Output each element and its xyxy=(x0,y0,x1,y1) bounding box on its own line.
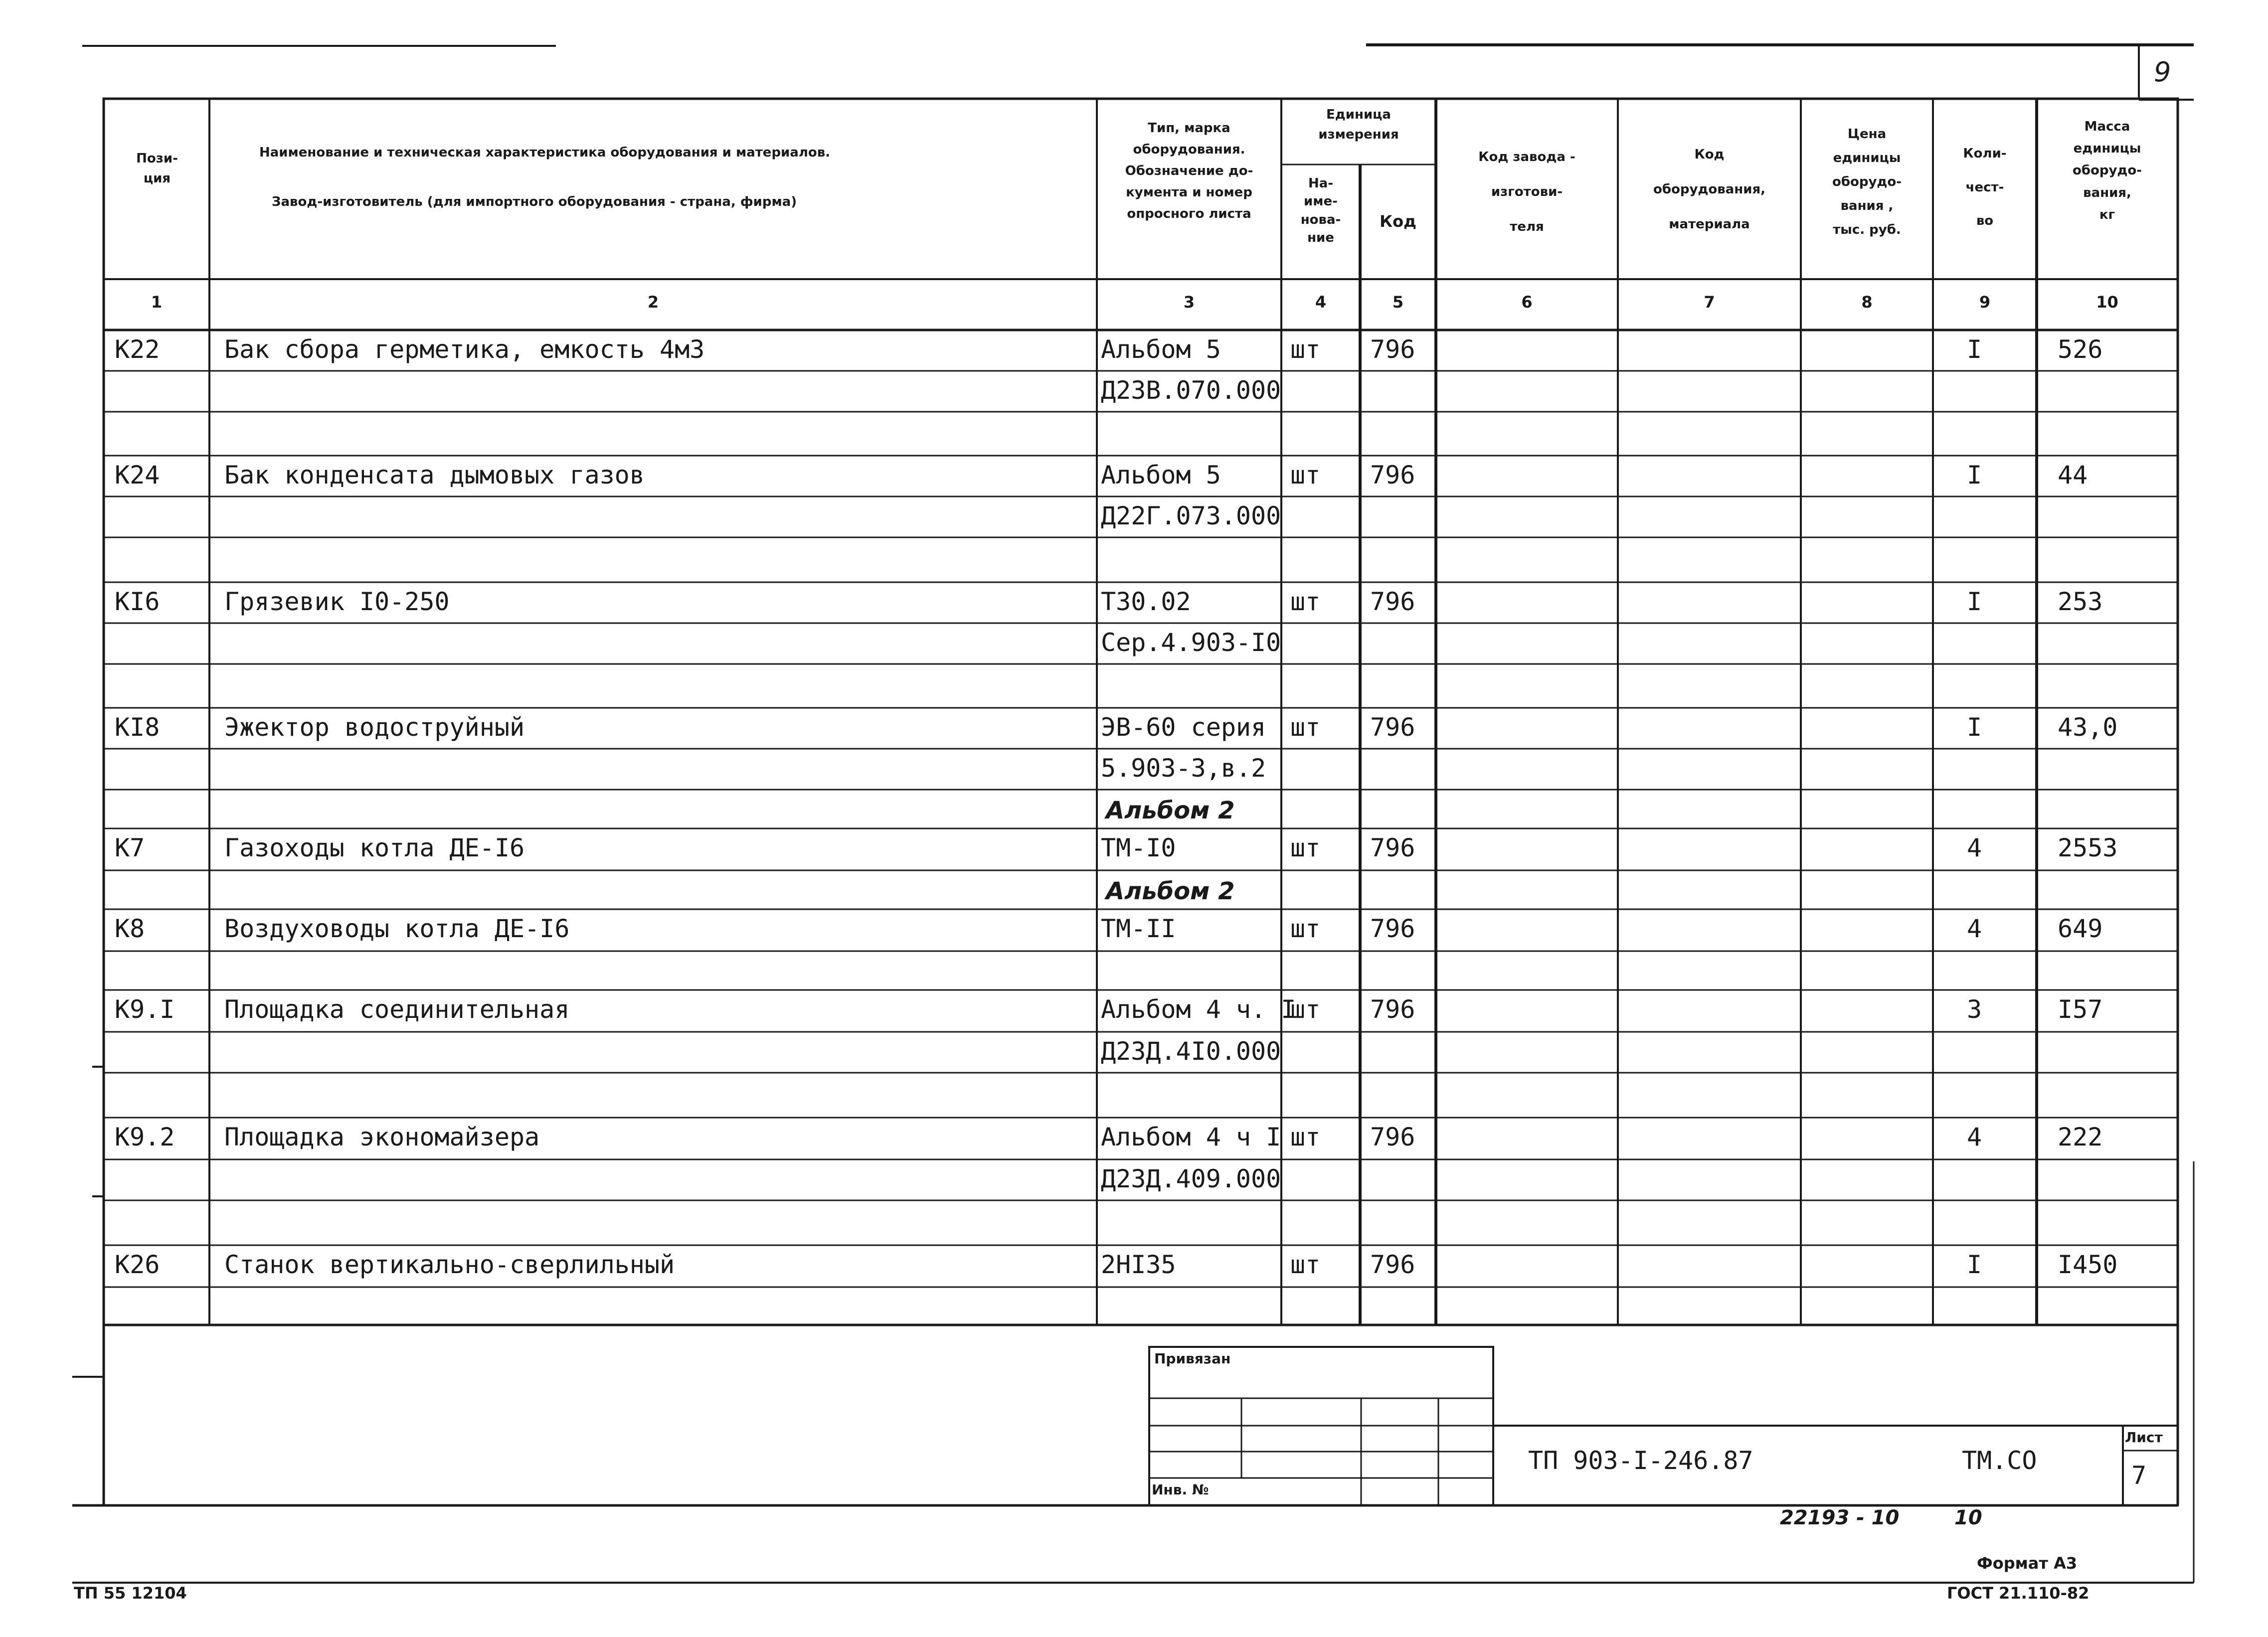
cell-quantity: 4 xyxy=(1967,1123,1982,1151)
cell-unit: шт xyxy=(1290,1250,1321,1279)
cell-mass: 222 xyxy=(2058,1123,2103,1151)
stamp-inv: Инв. № xyxy=(1152,1481,1209,1498)
column-number: 5 xyxy=(1392,293,1404,312)
cell-unit: шт xyxy=(1290,914,1321,943)
cell-quantity: I xyxy=(1967,461,1982,490)
cell-mass: 2553 xyxy=(2058,833,2118,862)
stamp-doc-code: ТП 903-I-246.87 xyxy=(1528,1446,1753,1475)
cell-position: К26 xyxy=(115,1250,160,1279)
cell-mass: 43,0 xyxy=(2058,713,2118,742)
cell-position: К24 xyxy=(115,461,160,490)
cell-type: 2НI35 xyxy=(1101,1250,1176,1279)
cell-quantity: I xyxy=(1967,713,1982,742)
cell-position: КI6 xyxy=(115,587,160,616)
cell-mass: I57 xyxy=(2058,995,2103,1024)
cell-unit-code: 796 xyxy=(1370,587,1415,616)
cell-name: Станок вертикально-сверлильный xyxy=(224,1250,675,1279)
cell-unit-code: 796 xyxy=(1370,335,1415,364)
gost-label: ГОСТ 21.110-82 xyxy=(1947,1584,2090,1603)
column-number: 3 xyxy=(1183,293,1195,312)
stamp-list-number: 7 xyxy=(2131,1461,2147,1490)
header-plant-code: Код завода - изготови- теля xyxy=(1478,150,1575,235)
cell-type: Сер.4.903-I0 xyxy=(1101,628,1281,657)
column-number: 1 xyxy=(151,293,163,312)
cell-quantity: I xyxy=(1967,1250,1982,1279)
cell-type: Альбом 4 ч I xyxy=(1101,1123,1281,1151)
header-unit-name: На- име- нова- ние xyxy=(1300,176,1341,246)
cell-name: Площадка экономайзера xyxy=(224,1123,540,1151)
cell-type: Альбом 2 xyxy=(1106,877,1235,905)
cell-unit: шт xyxy=(1290,995,1321,1024)
cell-position: К8 xyxy=(115,914,145,943)
cell-unit: шт xyxy=(1290,335,1321,364)
cell-type: ТМ-II xyxy=(1101,914,1176,943)
tp-label: ТП 55 12104 xyxy=(74,1584,187,1603)
cell-unit: шт xyxy=(1290,833,1321,862)
cell-mass: 526 xyxy=(2058,335,2103,364)
column-number: 4 xyxy=(1315,293,1327,312)
cell-name: Площадка соединительная xyxy=(224,995,570,1024)
cell-type: Альбом 5 xyxy=(1101,461,1221,490)
cell-name: Воздуховоды котла ДЕ-I6 xyxy=(224,914,570,943)
cell-name: Бак конденсата дымовых газов xyxy=(224,461,645,490)
cell-unit-code: 796 xyxy=(1370,1250,1415,1279)
header-equipment-code: Код оборудования, материала xyxy=(1653,147,1766,232)
header-name-line2: Завод-изготовитель (для импортного оборудования - страна, фирма) xyxy=(272,194,797,209)
cell-type: Д23Д.4I0.000 xyxy=(1101,1037,1281,1066)
cell-name: Газоходы котла ДЕ-I6 xyxy=(224,833,525,862)
cell-type: ТМ-I0 xyxy=(1101,833,1176,862)
stamp-list-label: Лист xyxy=(2125,1429,2163,1446)
cell-position: К9.I xyxy=(115,995,175,1024)
archive-sheet: 10 xyxy=(1954,1506,1982,1529)
stamp-mark: ТМ.СО xyxy=(1962,1446,2037,1475)
cell-unit: шт xyxy=(1290,461,1321,490)
cell-unit: шт xyxy=(1290,1123,1321,1151)
cell-unit-code: 796 xyxy=(1370,461,1415,490)
format-label: Формат А3 xyxy=(1977,1554,2078,1573)
cell-type: Д23В.070.000 xyxy=(1101,376,1281,405)
cell-unit-code: 796 xyxy=(1370,914,1415,943)
header-name-line1: Наименование и техническая характеристика оборудования и материалов. xyxy=(259,145,831,160)
stamp-privyazan: Привязан xyxy=(1154,1350,1231,1367)
header-quantity: Коли- чест- во xyxy=(1963,146,2007,229)
page-number: 9 xyxy=(2154,56,2171,88)
cell-type: Альбом 2 xyxy=(1106,797,1235,824)
cell-position: К9.2 xyxy=(115,1123,175,1151)
cell-mass: I450 xyxy=(2058,1250,2118,1279)
header-unit-code: Код xyxy=(1380,212,1416,231)
column-number: 10 xyxy=(2096,293,2118,312)
header-mass: Масса единицы оборудо- вания, кг xyxy=(2072,119,2142,222)
cell-quantity: 4 xyxy=(1967,914,1982,943)
cell-unit-code: 796 xyxy=(1370,1123,1415,1151)
header-position: Пози- ция xyxy=(136,151,178,186)
column-number: 6 xyxy=(1521,293,1533,312)
cell-mass: 649 xyxy=(2058,914,2103,943)
column-number: 9 xyxy=(1979,293,1991,312)
cell-type: Д22Г.073.000 xyxy=(1101,501,1281,530)
cell-position: КI8 xyxy=(115,713,160,742)
cell-quantity: 3 xyxy=(1967,995,1982,1024)
archive-number: 22193 - 10 xyxy=(1780,1506,1900,1529)
column-number: 7 xyxy=(1704,293,1715,312)
cell-position: К7 xyxy=(115,833,145,862)
cell-unit-code: 796 xyxy=(1370,995,1415,1024)
cell-quantity: I xyxy=(1967,587,1982,616)
cell-type: 5.903-3,в.2 xyxy=(1101,754,1266,783)
cell-name: Эжектор водоструйный xyxy=(224,713,525,742)
cell-name: Бак сбора герметика, емкость 4м3 xyxy=(224,335,705,364)
cell-name: Грязевик I0-250 xyxy=(224,587,450,616)
cell-unit-code: 796 xyxy=(1370,713,1415,742)
cell-type: Т30.02 xyxy=(1101,587,1191,616)
cell-type: ЭВ-60 серия xyxy=(1101,713,1266,742)
cell-unit-code: 796 xyxy=(1370,833,1415,862)
cell-unit: шт xyxy=(1290,713,1321,742)
cell-type: Альбом 5 xyxy=(1101,335,1221,364)
cell-quantity: 4 xyxy=(1967,833,1982,862)
cell-mass: 253 xyxy=(2058,587,2103,616)
cell-type: Альбом 4 ч. I xyxy=(1101,995,1296,1024)
cell-unit: шт xyxy=(1290,587,1321,616)
cell-type: Д23Д.409.000 xyxy=(1101,1164,1281,1193)
column-number: 8 xyxy=(1861,293,1873,312)
cell-position: К22 xyxy=(115,335,160,364)
header-price: Цена единицы оборудо- вания , тыс. руб. xyxy=(1832,127,1902,238)
header-unit-group: Единица измерения xyxy=(1318,107,1399,143)
cell-mass: 44 xyxy=(2058,461,2088,490)
header-type: Тип, марка оборудования. Обозначение до- кумента и номер опросного листа xyxy=(1125,121,1253,221)
column-number: 2 xyxy=(647,293,659,312)
cell-quantity: I xyxy=(1967,335,1982,364)
